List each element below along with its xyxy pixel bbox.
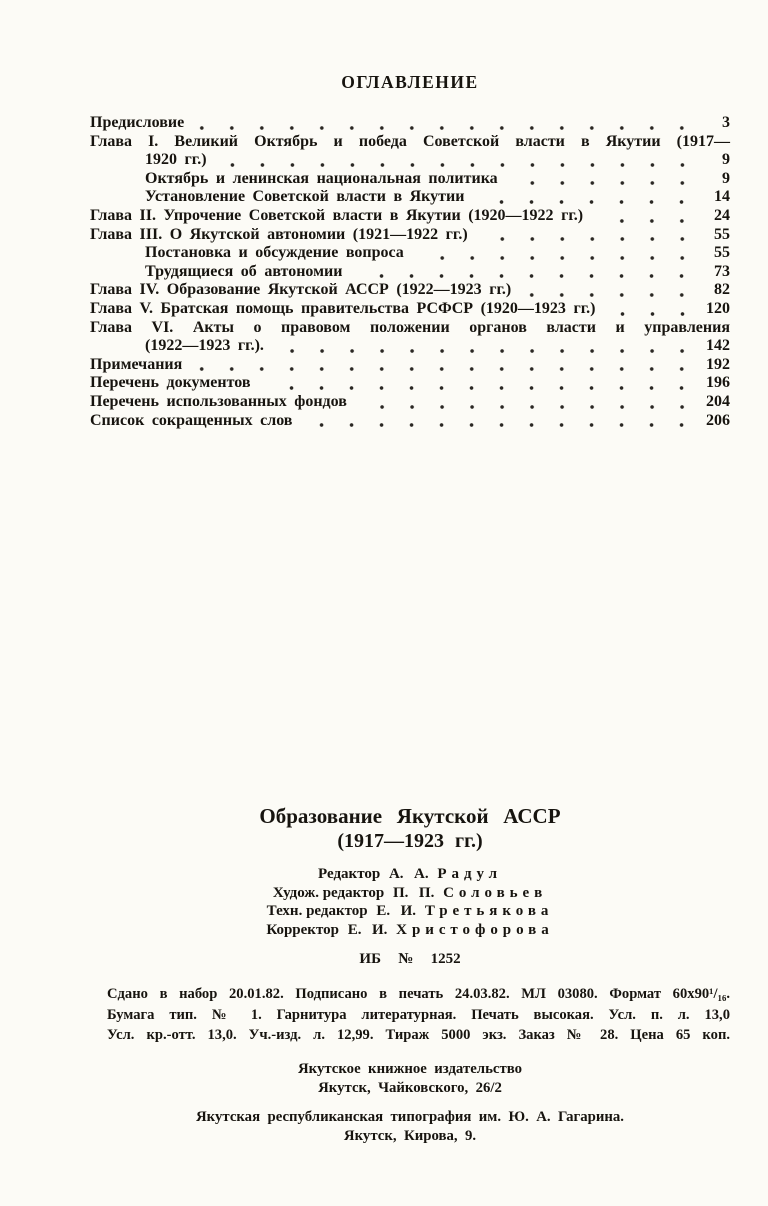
publisher-line: Якутск, Чайковского, 26/2 [318, 1080, 502, 1097]
toc-entry [90, 300, 730, 319]
dot-leader [610, 311, 698, 317]
toc-entry-text: Примечания [90, 355, 183, 373]
imprint-line: Усл. кр.-отт. 13,0. Уч.-изд. л. 12,99. Тираж 5000 экз. Заказ № 28. Цена 65 коп. [107, 1027, 730, 1044]
toc-entry [90, 170, 730, 189]
credit-initials: Е. И. [376, 903, 417, 920]
imprint-line: Сдано в набор 20.01.82. Подписано в печать 24.03.82. МЛ 03080. Формат 60х90¹/₁₆. [107, 986, 730, 1003]
credit-surname: Соловьев [443, 884, 548, 901]
toc-entry-text: Октябрь и ленинская национальная политика [145, 169, 498, 187]
credit-surname: Радул [437, 866, 502, 883]
dot-leader [597, 218, 697, 224]
toc-page-number: 73 [714, 262, 730, 280]
dot-leader [356, 273, 697, 279]
publisher-line: Якутское книжное издательство [297, 1060, 523, 1077]
credit-line [90, 902, 730, 921]
credit-initials: П. П. [393, 884, 435, 901]
toc-list [90, 114, 730, 430]
toc-page-number: 55 [714, 225, 730, 243]
toc-entry [90, 319, 730, 338]
toc-entry [90, 226, 730, 245]
toc-page-number: 9 [722, 169, 730, 187]
toc-entry-text: Постановка и обсуждение вопроса [145, 244, 404, 262]
toc-page-number: 206 [706, 411, 730, 429]
credit-initials: А. А. [388, 866, 429, 883]
toc-page-number: 9 [722, 151, 730, 169]
toc-page-number: 204 [706, 392, 730, 410]
toc-page-number: 192 [706, 355, 730, 373]
toc-entry [90, 244, 730, 263]
toc-entry-text: Список сокращенных слов [90, 411, 293, 429]
credit-line [90, 921, 730, 940]
dot-leader [361, 404, 697, 410]
credit-role: Корректор [266, 921, 339, 938]
credits-list [90, 865, 730, 939]
toc-entry-text: Перечень документов [90, 374, 251, 392]
dot-leader [478, 199, 697, 205]
toc-entry [90, 133, 730, 152]
imprint-block [107, 984, 730, 1046]
credit-role: Редактор [318, 866, 381, 883]
toc-entry-text: Установление Советской власти в Якутии [145, 188, 465, 206]
toc-entry-text: Перечень использованных фондов [90, 392, 347, 410]
toc-entry-text: Предисловие [90, 114, 185, 131]
toc-page-number: 196 [706, 374, 730, 392]
dot-leader [221, 162, 697, 168]
toc-page-number: 142 [706, 337, 730, 355]
dot-leader [525, 292, 697, 298]
toc-entry [90, 151, 730, 170]
publisher-block [90, 1060, 730, 1099]
dot-leader [482, 236, 697, 242]
printer-line: Якутская республиканская типография им. Ю. А. Гагарина. [195, 1108, 625, 1125]
toc-entry [90, 374, 730, 393]
toc-entry [90, 356, 730, 375]
credit-initials: Е. И. [347, 921, 388, 938]
imprint-line: Бумага тип. № 1. Гарнитура литературная. Печать высокая. Усл. п. л. 13,0 [107, 1006, 730, 1023]
book-title-line1: Образование Якутской АССР [259, 804, 561, 829]
toc-entry [90, 393, 730, 412]
printer-block [90, 1108, 730, 1147]
dot-leader [278, 348, 697, 354]
printer-line: Якутск, Кирова, 9. [343, 1128, 477, 1145]
toc-entry-text: Глава IV. Образование Якутской АССР (1922—1923 гг.) [90, 281, 512, 299]
credit-line [90, 884, 730, 903]
ib-number-line: ИБ № 1252 [359, 951, 461, 968]
toc-entry [90, 114, 730, 133]
dot-leader [264, 385, 697, 391]
toc-page-number: 120 [706, 299, 730, 317]
toc-entry [90, 337, 730, 356]
toc-entry [90, 281, 730, 300]
credit-surname: Христофорова [396, 921, 554, 938]
toc-page-number: 3 [722, 114, 730, 131]
toc-entry-text: Трудящиеся об автономии [145, 262, 343, 280]
toc-page-number: 14 [714, 188, 730, 206]
toc-entry [90, 188, 730, 207]
dot-leader [306, 422, 697, 428]
toc-page-number: 82 [714, 281, 730, 299]
toc-entry-text: Глава VI. Акты о правовом положении органов власти и управления [90, 318, 730, 336]
dot-leader [198, 125, 697, 131]
credit-role: Техн. редактор [266, 903, 368, 920]
toc-entry-text: Глава V. Братская помощь правительства РСФСР (1920—1923 гг.) [90, 299, 596, 317]
toc-entry-text: Глава III. О Якутской автономии (1921—1922 гг.) [90, 225, 468, 243]
toc-entry [90, 263, 730, 282]
toc-page-number: 55 [714, 244, 730, 262]
toc-title: ОГЛАВЛЕНИЕ [341, 72, 479, 92]
dot-leader [418, 255, 697, 261]
colophon [90, 804, 730, 1147]
credit-role: Худож. редактор [272, 884, 385, 901]
dot-leader [512, 180, 697, 186]
toc-entry-text: 1920 гг.) [145, 151, 207, 169]
toc-entry [90, 412, 730, 431]
credit-line [90, 865, 730, 884]
toc-entry-text: Глава I. Великий Октябрь и победа Советской власти в Якутии (1917— [90, 132, 730, 150]
book-title-line2: (1917—1923 гг.) [337, 830, 483, 853]
toc-page-number: 24 [714, 206, 730, 224]
credit-surname: Третьякова [424, 903, 554, 920]
toc-entry [90, 207, 730, 226]
toc-entry-text: (1922—1923 гг.). [145, 337, 264, 355]
dot-leader [196, 366, 697, 372]
toc-entry-text: Глава II. Упрочение Советской власти в Якутии (1920—1922 гг.) [90, 206, 584, 224]
